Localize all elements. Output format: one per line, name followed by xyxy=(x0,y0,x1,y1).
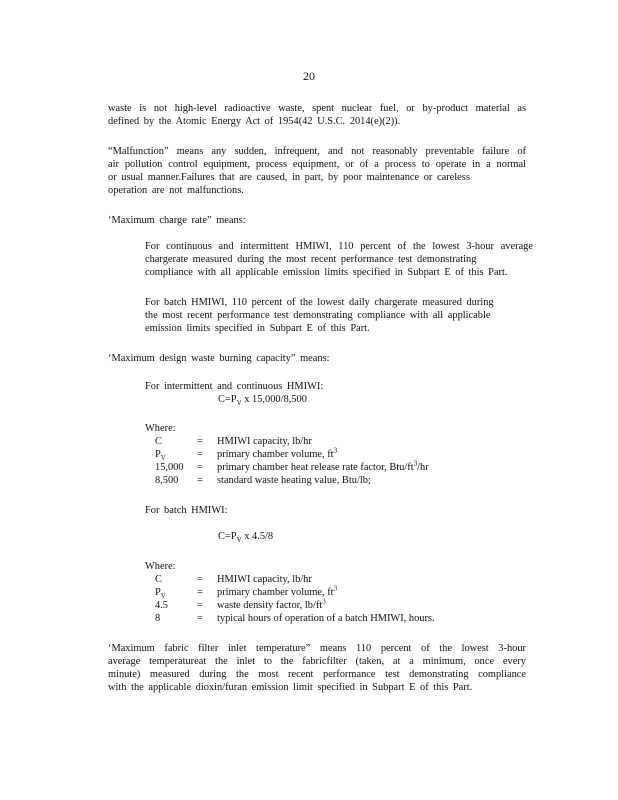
page-number: 20 xyxy=(303,69,315,83)
malfunction-definition-line: or usual manner.Failures that are caused, in part, by poor maintenance or careless xyxy=(108,172,470,183)
variable-symbol: $P_V$ xyxy=(155,587,166,601)
variable-description: HMIWI capacity, lb/hr xyxy=(217,574,312,585)
batch-label: For batch HMIWI: xyxy=(145,505,228,516)
equals-sign: = xyxy=(197,574,203,585)
equals-sign: = xyxy=(197,600,203,611)
equals-sign: = xyxy=(197,587,203,598)
variable-symbol: C xyxy=(155,436,162,447)
where-label: Where: xyxy=(145,561,176,572)
variable-description: standard waste heating value, Btu/lb; xyxy=(217,475,371,486)
variable-symbol: 8 xyxy=(155,613,161,624)
intermittent-continuous-label: For intermittent and continuous HMIWI: xyxy=(145,381,324,392)
max-charge-rate-heading: ‘Maximum charge rate” means: xyxy=(108,215,246,226)
max-design-capacity-heading: ‘Maximum design waste burning capacity” means: xyxy=(108,353,330,364)
variable-symbol: 4.5 xyxy=(155,600,168,611)
variable-description: typical hours of operation of a batch HMIWI, hours. xyxy=(217,613,435,624)
malfunction-definition-line: air pollution control equipment, process equipment, or of a process to operate in a normal xyxy=(108,159,526,170)
equals-sign: = xyxy=(197,613,203,624)
continuous-charge-rate-line: chargerate measured during the most recent performance test demonstrating xyxy=(145,254,477,265)
variable-description: primary chamber volume, $ft^3$ xyxy=(217,584,338,598)
continuous-charge-rate-line: For continuous and intermittent HMIWI, 110 percent of the lowest 3-hour average xyxy=(145,241,533,252)
fabric-filter-definition-line: ‘Maximum fabric filter inlet temperature” means 110 percent of the lowest 3-hour xyxy=(108,643,526,654)
variable-symbol: $P_V$ xyxy=(155,449,166,463)
continuous-charge-rate-line: compliance with all applicable emission limits specified in Subpart E of this Part. xyxy=(145,267,508,278)
variable-description: primary chamber heat release rate factor, Btu/$ft^3/hr$ xyxy=(217,459,429,473)
equals-sign: = xyxy=(197,475,203,486)
waste-definition-continued-line: defined by the Atomic Energy Act of 1954(42 U.S.C. 2014(e)(2)). xyxy=(108,116,401,127)
fabric-filter-definition-line: with the applicable dioxin/furan emission limit specified in Subpart E of this Part. xyxy=(108,682,473,693)
variable-symbol: C xyxy=(155,574,162,585)
variable-symbol: 8,500 xyxy=(155,475,179,486)
capacity-formula-continuous: $C=P_V$ x 15,000/8,500 xyxy=(218,394,307,408)
variable-symbol: 15,000 xyxy=(155,462,184,473)
equals-sign: = xyxy=(197,462,203,473)
batch-charge-rate-line: emission limits specified in Subpart E of this Part. xyxy=(145,323,370,334)
equals-sign: = xyxy=(197,449,203,460)
equals-sign: = xyxy=(197,436,203,447)
batch-charge-rate-line: For batch HMIWI, 110 percent of the lowest daily chargerate measured during xyxy=(145,297,494,308)
fabric-filter-definition-line: minute) measured during the most recent performance test demonstrating compliance xyxy=(108,669,526,680)
malfunction-definition-line: “Malfunction” means any sudden, infrequent, and not reasonably preventable failure of xyxy=(108,146,526,157)
capacity-formula-batch: $C=P_V$ x 4.5/8 xyxy=(218,531,274,545)
variable-description: primary chamber volume, $ft^3$ xyxy=(217,446,338,460)
variable-description: HMIWI capacity, lb/hr xyxy=(217,436,312,447)
where-label: Where: xyxy=(145,423,176,434)
fabric-filter-definition-line: average temperatureat the inlet to the fabricfilter (taken, at a minimum, once every xyxy=(108,656,526,667)
variable-description: waste density factor, $lb/ft^3$ xyxy=(217,597,326,611)
malfunction-definition-line: operation are not malfunctions. xyxy=(108,185,244,196)
batch-charge-rate-line: the most recent performance test demonstrating compliance with all applicable xyxy=(145,310,491,321)
waste-definition-continued-line: waste is not high-level radioactive waste, spent nuclear fuel, or by-product material as xyxy=(108,103,526,114)
